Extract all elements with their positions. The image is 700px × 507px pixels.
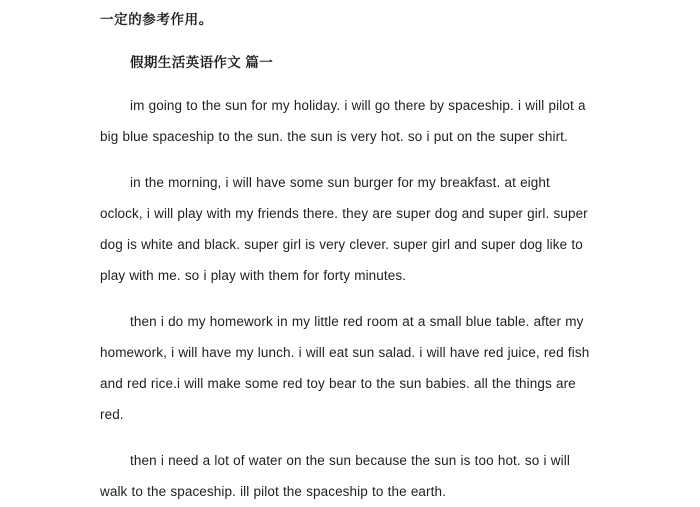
spacer [100, 78, 592, 90]
spacer [100, 291, 592, 306]
spacer [100, 152, 592, 167]
spacer [100, 35, 592, 47]
paragraph-4: then i need a lot of water on the sun because the sun is too hot. so i will walk to the spaceship. ill pilot the spaceship to the earth. [100, 453, 570, 499]
document-body [100, 4, 592, 507]
spacer [100, 430, 592, 445]
section-heading: 假期生活英语作文 篇一 [130, 55, 274, 70]
paragraph-1: im going to the sun for my holiday. i will go there by spaceship. i will pilot a big blue spaceship to the sun. the sun is very hot. so i put on the super shirt. [100, 98, 586, 144]
paragraph-2: in the morning, i will have some sun burger for my breakfast. at eight oclock, i will play with my friends there. they are super dog and super girl. super dog is white and black. super girl is very clever. super girl and super dog like to play with me. so i play with them for forty minutes. [100, 175, 588, 283]
paragraph-fragment-top: 一定的参考作用。 [100, 12, 213, 27]
paragraph-3: then i do my homework in my little red room at a small blue table. after my homework, i will have my lunch. i will eat sun salad. i will have red juice, red fish and red rice.i will make some red toy bear to the sun babies. all the things are red. [100, 314, 590, 422]
